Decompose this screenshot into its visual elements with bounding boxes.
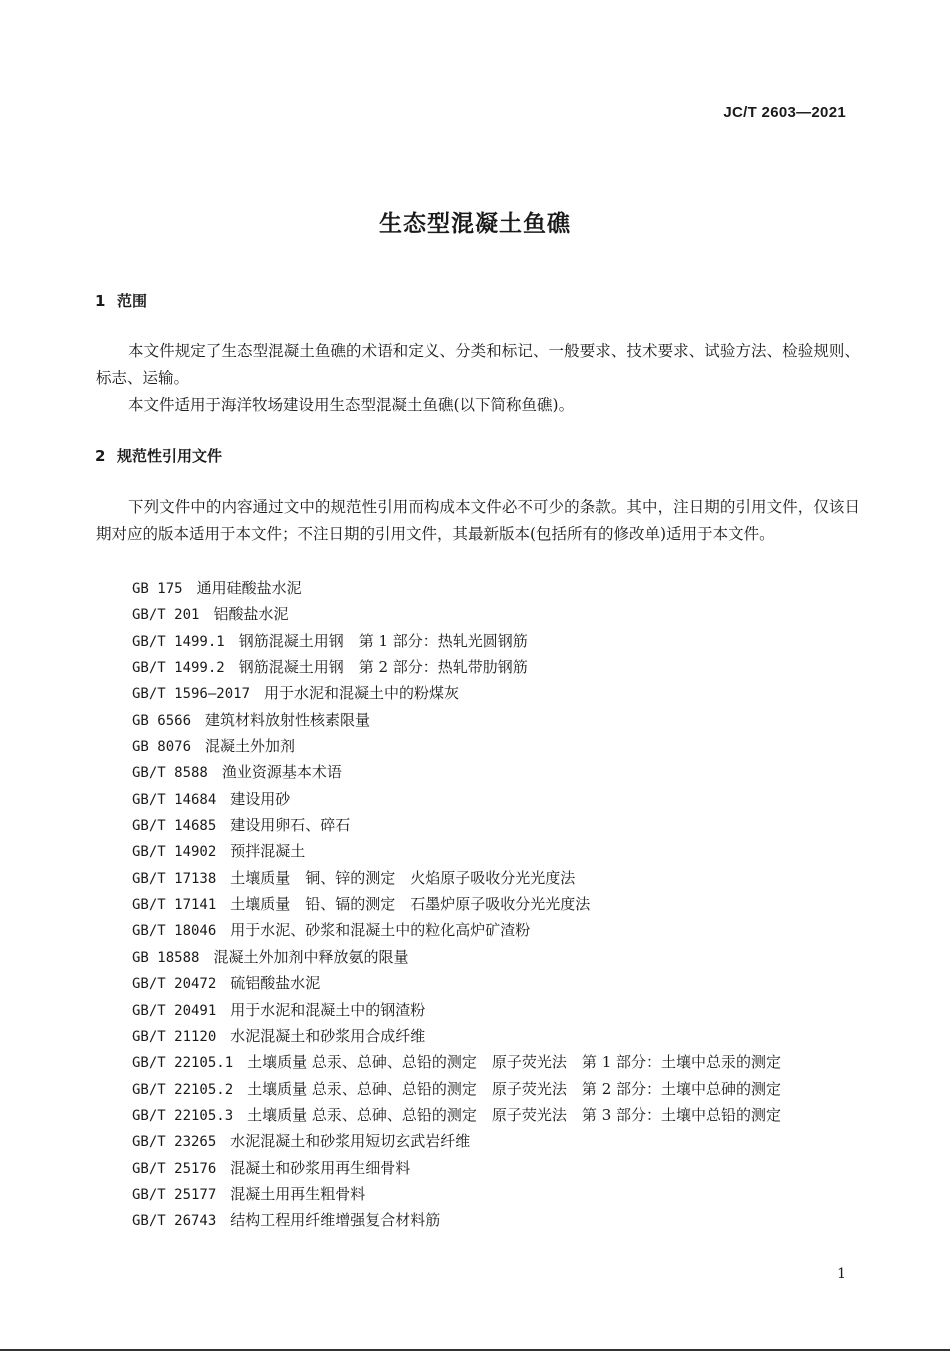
scope-paragraph-1: 本文件规定了生态型混凝土鱼礁的术语和定义、分类和标记、一般要求、技术要求、试验方法、检验规则、标志、运输。 [96, 342, 860, 387]
reference-item [132, 865, 781, 891]
reference-item [132, 944, 781, 970]
reference-item [132, 838, 781, 864]
reference-item [132, 917, 781, 943]
reference-code: GB/T 22105.2 [132, 1081, 234, 1098]
reference-code: GB/T 25177 [132, 1186, 217, 1203]
reference-item [132, 601, 781, 627]
reference-item [132, 1181, 781, 1207]
reference-title: 土壤质量 总汞、总砷、总铅的测定 原子荧光法 第 1 部分：土壤中总汞的测定 [247, 1053, 782, 1072]
reference-title: 结构工程用纤维增强复合材料筋 [230, 1211, 441, 1230]
reference-code: GB/T 17141 [132, 897, 217, 914]
reference-item [132, 1049, 781, 1075]
section-title: 范围 [117, 292, 148, 310]
reference-code: GB/T 17138 [132, 870, 217, 887]
reference-title: 钢筋混凝土用钢 第 1 部分：热轧光圆钢筋 [238, 631, 528, 650]
reference-title: 硫铝酸盐水泥 [230, 974, 321, 993]
reference-title: 土壤质量 铅、镉的测定 石墨炉原子吸收分光光度法 [230, 895, 591, 914]
reference-code: GB/T 14685 [132, 818, 217, 835]
reference-item [132, 628, 781, 654]
reference-item [132, 707, 781, 733]
reference-code: GB/T 8588 [132, 765, 208, 782]
reference-item [132, 786, 781, 812]
reference-code: GB/T 21120 [132, 1028, 217, 1045]
page-number: 1 [837, 1266, 846, 1282]
section-number: 1 [95, 292, 106, 310]
reference-title: 混凝土用再生粗骨料 [230, 1184, 366, 1203]
reference-item [132, 812, 781, 838]
reference-item [132, 997, 781, 1023]
reference-title: 土壤质量 总汞、总砷、总铅的测定 原子荧光法 第 3 部分：土壤中总铅的测定 [247, 1105, 782, 1124]
reference-title: 用于水泥、砂浆和混凝土中的粒化高炉矿渣粉 [230, 921, 531, 940]
section-title: 规范性引用文件 [117, 447, 223, 465]
reference-title: 土壤质量 总汞、总砷、总铅的测定 原子荧光法 第 2 部分：土壤中总砷的测定 [247, 1079, 782, 1098]
reference-code: GB/T 1596—2017 [132, 686, 251, 703]
reference-code: GB/T 201 [132, 607, 200, 624]
reference-code: GB/T 18046 [132, 923, 217, 940]
reference-code: GB/T 14902 [132, 844, 217, 861]
section-1-heading [95, 290, 147, 311]
reference-item [132, 891, 781, 917]
reference-code: GB/T 25176 [132, 1160, 217, 1177]
reference-item [132, 575, 781, 601]
reference-item [132, 654, 781, 680]
reference-title: 混凝土和砂浆用再生细骨料 [230, 1158, 411, 1177]
reference-item [132, 1023, 781, 1049]
reference-title: 水泥混凝土和砂浆用短切玄武岩纤维 [230, 1132, 471, 1151]
reference-code: GB 6566 [132, 712, 192, 729]
reference-item [132, 733, 781, 759]
reference-title: 混凝土外加剂 [205, 737, 296, 756]
reference-title: 预拌混凝土 [230, 842, 306, 861]
reference-title: 水泥混凝土和砂浆用合成纤维 [230, 1026, 426, 1045]
reference-item [132, 680, 781, 706]
reference-title: 建设用砂 [230, 789, 291, 808]
reference-code: GB/T 23265 [132, 1134, 217, 1151]
reference-item [132, 1155, 781, 1181]
reference-title: 用于水泥和混凝土中的钢渣粉 [230, 1000, 426, 1019]
reference-title: 用于水泥和混凝土中的粉煤灰 [264, 684, 460, 703]
reference-title: 土壤质量 铜、锌的测定 火焰原子吸收分光光度法 [230, 868, 576, 887]
reference-code: GB/T 14684 [132, 791, 217, 808]
reference-item [132, 1102, 781, 1128]
section-number: 2 [95, 447, 106, 465]
reference-title: 建设用卵石、碎石 [230, 816, 351, 835]
normative-references-intro: 下列文件中的内容通过文中的规范性引用而构成本文件必不可少的条款。其中，注日期的引用文件，仅该日期对应的版本适用于本文件；不注日期的引用文件，其最新版本(包括所有的修改单)适用于本文件。 [96, 498, 860, 543]
reference-item [132, 1128, 781, 1154]
reference-code: GB 175 [132, 581, 183, 597]
section-2-heading [95, 445, 222, 466]
reference-code: GB 18588 [132, 949, 200, 966]
scope-paragraph-2: 本文件适用于海洋牧场建设用生态型混凝土鱼礁(以下简称鱼礁)。 [128, 396, 575, 414]
reference-code: GB 8076 [132, 739, 192, 756]
reference-code: GB/T 1499.2 [132, 660, 225, 677]
standard-code: JC/T 2603—2021 [723, 104, 846, 121]
reference-code: GB/T 20472 [132, 976, 217, 993]
reference-code: GB/T 20491 [132, 1002, 217, 1019]
reference-code: GB/T 22105.3 [132, 1107, 234, 1124]
reference-item [132, 1207, 781, 1233]
reference-code: GB/T 22105.1 [132, 1055, 234, 1072]
reference-item [132, 970, 781, 996]
reference-item [132, 1076, 781, 1102]
reference-item [132, 759, 781, 785]
document-title: 生态型混凝土鱼礁 [379, 211, 571, 237]
reference-title: 建筑材料放射性核素限量 [205, 710, 371, 729]
reference-code: GB/T 1499.1 [132, 633, 225, 650]
reference-code: GB/T 26743 [132, 1213, 217, 1230]
reference-title: 混凝土外加剂中释放氨的限量 [213, 947, 409, 966]
reference-title: 铝酸盐水泥 [213, 605, 289, 624]
bottom-rule [0, 1349, 950, 1351]
reference-title: 钢筋混凝土用钢 第 2 部分：热轧带肋钢筋 [238, 658, 528, 677]
reference-list [132, 575, 781, 1234]
reference-title: 通用硅酸盐水泥 [196, 579, 302, 597]
reference-title: 渔业资源基本术语 [221, 763, 342, 782]
